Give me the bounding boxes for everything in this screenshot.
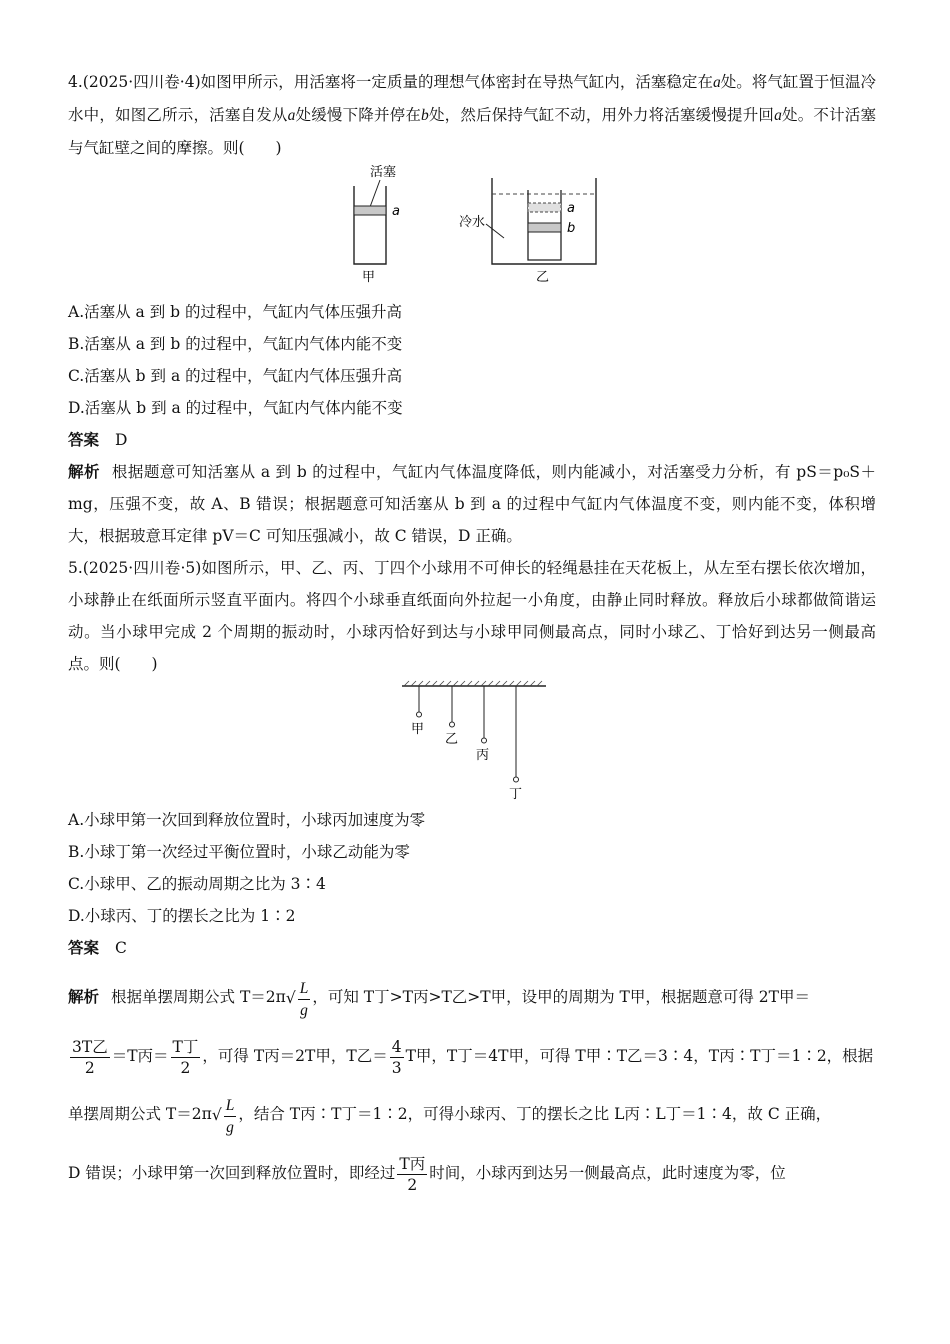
- q5-answer: 答案 C: [68, 938, 127, 957]
- q5-analysis: 解析 根据单摆周期公式 T＝2π√ $\frac{L}{g}$ ，可知 T丁>T丙>T乙>T甲，设甲的周期为 T甲，根据题意可得 2T甲＝ $\frac{\text{3T乙}}{2}$ ＝T丙＝ $\frac{\text{T丁}}{2}$ ，可得 T丙＝2T甲，T乙＝ $\frac{4}{3}$ T甲，T丁＝4T甲，可得 T甲∶T乙＝3∶4，T丙∶T丁＝1∶2，根据 单摆周期公式 T＝2π√ $\frac{L}{g}$ ，结合 T丙∶T丁＝1∶2，可得小球丙、丁的摆长之比 L丙∶L丁＝1∶4，故 C 正确， D 错误；小球甲第一次回到释放位置时，即经过 $\frac{\text{T丙}}{2}$ 时间，小球丙到达另一侧最高点，此时速度为零，位: [68, 979, 874, 1194]
- q4-figure: [68, 164, 876, 296]
- q4-stem: 4.(2025·四川卷·4)如图甲所示，用活塞将一定质量的理想气体密封在导热气缸内，活塞稳定在a处。将气缸置于恒温冷水中，如图乙所示，活塞自发从a处缓慢下降并停在b处，然后保持气缸不动，用外力将活塞缓慢提升回a处。不计活塞与气缸壁之间的摩擦。则( ): [68, 73, 876, 157]
- q4-option-d: D.活塞从 b 到 a 的过程中，气缸内气体内能不变: [68, 399, 403, 417]
- label-yi: 乙: [536, 270, 550, 285]
- label-a-jia: a: [392, 204, 400, 219]
- q4-answer: 答案 D: [68, 430, 128, 449]
- ball-jia: [417, 712, 422, 717]
- piston-jia: [354, 206, 386, 215]
- q5-option-d: D.小球丙、丁的摆长之比为 1∶2: [68, 907, 296, 925]
- label-piston: 活塞: [370, 165, 397, 180]
- label-b-yi: b: [567, 221, 576, 236]
- q4-option-a: A.活塞从 a 到 b 的过程中，气缸内气体压强升高: [68, 303, 402, 321]
- q5-stem: 5.(2025·四川卷·5)如图所示，甲、乙、丙、丁四个小球用不可伸长的轻绳悬挂在天花板上，从左至右摆长依次增加，小球静止在纸面所示竖直平面内。将四个小球垂直纸面向外拉起一小角度，由静止同时释放。释放后小球都做简谐运动。当小球甲完成 2 个周期的振动时，小球丙恰好到达与小球甲同侧最高点，同时小球乙、丁恰好到达另一侧最高点。则( ): [68, 559, 876, 673]
- q4-analysis: 解析 根据题意可知活塞从 a 到 b 的过程中，气缸内气体温度降低，则内能减小，对活塞受力分析，有 pS＝p₀S＋mg，压强不变，故 A、B 错误；根据题意可知活塞从 b 到 a 的过程中气缸内气体温度不变，则内能不变，体积增大，根据玻意耳定律 pV＝C 可知压强减小，故 C 错误，D 正确。: [68, 462, 876, 545]
- ball-bing: [482, 738, 487, 743]
- q5-option-a: A.小球甲第一次回到释放位置时，小球丙加速度为零: [68, 811, 426, 829]
- label-a-yi: a: [567, 201, 575, 216]
- q4-option-c: C.活塞从 b 到 a 的过程中，气缸内气体压强升高: [68, 367, 403, 385]
- q5-figure: [68, 680, 876, 804]
- pendulum-diagram: [68, 680, 876, 804]
- label-bing: 丙: [476, 748, 490, 763]
- ball-yi: [450, 722, 455, 727]
- q5-option-b: B.小球丁第一次经过平衡位置时，小球乙动能为零: [68, 843, 410, 861]
- label-yi: 乙: [445, 732, 459, 747]
- cylinder-diagram: [68, 164, 876, 296]
- document-page: [68, 66, 876, 1202]
- label-jia: 甲: [362, 270, 376, 285]
- label-cold-water: 冷水: [459, 215, 486, 230]
- q5-option-c: C.小球甲、乙的振动周期之比为 3∶4: [68, 875, 326, 893]
- ball-ding: [514, 777, 519, 782]
- label-ding: 丁: [509, 787, 523, 802]
- q4-option-b: B.活塞从 a 到 b 的过程中，气缸内气体内能不变: [68, 335, 403, 353]
- label-jia: 甲: [411, 722, 425, 737]
